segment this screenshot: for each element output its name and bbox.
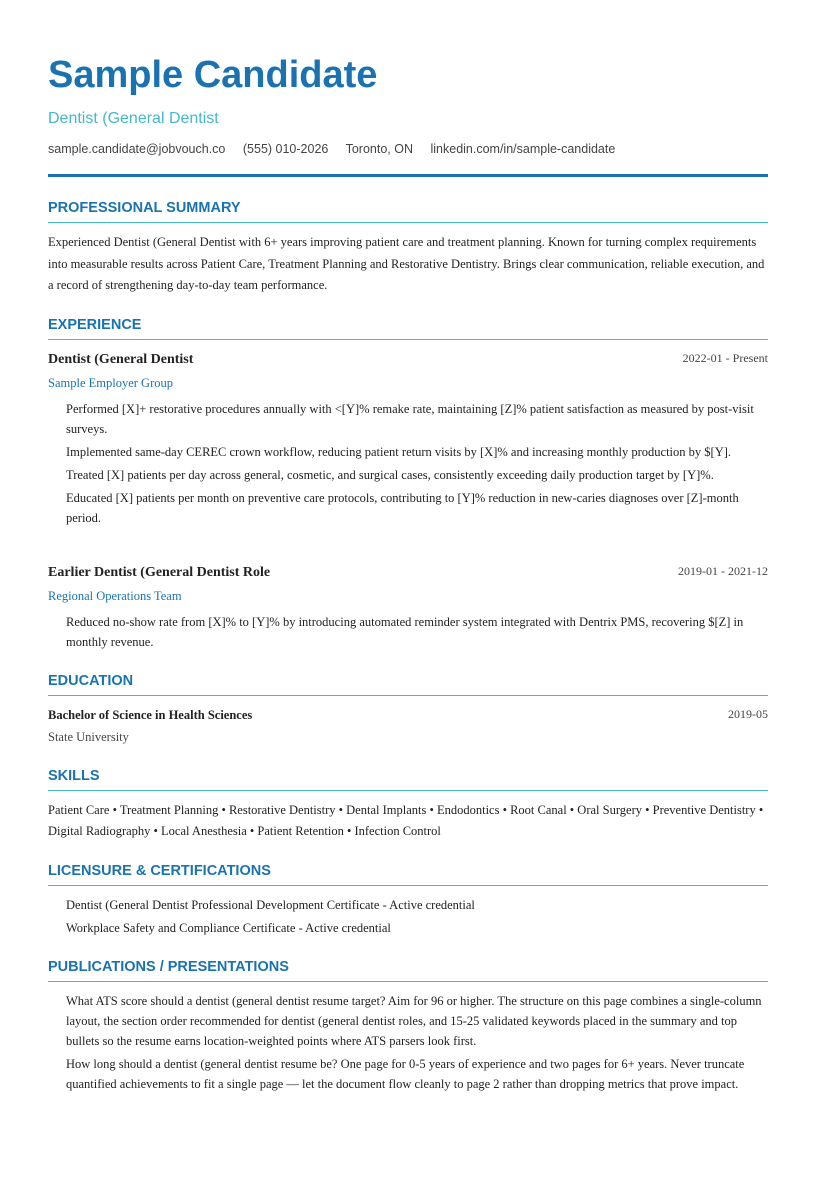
job-bullets (66, 612, 768, 655)
degree: Bachelor of Science in Health Sciences (48, 708, 253, 722)
section-divider (48, 695, 768, 696)
job-title: Dentist (General Dentist (48, 352, 194, 367)
job-bullet: Educated [X] patients per month on preventive care protocols, contributing to [Y]% reduction in new-caries diagnoses over [Z]-month period. (66, 491, 739, 525)
section-title-education: EDUCATION (48, 673, 134, 689)
education-date: 2019-05 (728, 707, 768, 721)
publication-item: How long should a dentist (general dentist resume be? One page for 0-5 years of experience and two pages for 6+ years. Never truncate quantified achievements to fit a single page — let the document flow cleanly to page 2 rather than dropping metrics that prove impact. (66, 1057, 745, 1091)
job-bullets (66, 399, 768, 531)
job-dates: 2022-01 - Present (682, 351, 768, 365)
section-title-certifications: LICENSURE & CERTIFICATIONS (48, 863, 271, 879)
contact-location: Toronto, ON (345, 142, 413, 156)
candidate-role: Dentist (General Dentist (48, 110, 219, 127)
job-bullet: Treated [X] patients per day across general, cosmetic, and surgical cases, consistently exceeding daily production target by [Y]%. (66, 468, 714, 482)
section-title-skills: SKILLS (48, 768, 100, 784)
contact-email: sample.candidate@jobvouch.co (48, 142, 226, 156)
job-employer: Sample Employer Group (48, 376, 173, 390)
header-divider (48, 174, 768, 177)
job-employer: Regional Operations Team (48, 589, 182, 603)
contact-phone: (555) 010-2026 (242, 142, 329, 156)
certification-item: Dentist (General Dentist Professional Development Certificate - Active credential (66, 898, 475, 912)
job-dates: 2019-01 - 2021-12 (678, 564, 768, 578)
job-bullet: Performed [X]+ restorative procedures annually with <[Y]% remake rate, maintaining [Z]% patient satisfaction as measured by post-visit surveys. (66, 402, 754, 436)
job-title: Earlier Dentist (General Dentist Role (48, 565, 271, 580)
section-title-publications: PUBLICATIONS / PRESENTATIONS (48, 959, 289, 975)
section-title-experience: EXPERIENCE (48, 317, 142, 333)
section-divider (48, 981, 768, 982)
skills-list: Patient Care • Treatment Planning • Restorative Dentistry • Dental Implants • Endodontics • Root Canal • Oral Surgery • Preventive Dentistry • Digital Radiography • Local Anesthesia • Patient Retention • Infection Control (48, 803, 764, 838)
job-bullet: Implemented same-day CEREC crown workflow, reducing patient return visits by [X]% and increasing monthly production by $[Y]. (66, 445, 732, 459)
section-title-summary: PROFESSIONAL SUMMARY (48, 200, 241, 216)
section-divider (48, 885, 768, 886)
publication-item: What ATS score should a dentist (general dentist resume target? Aim for 96 or higher. The structure on this page combines a single-column layout, the section order recommended for dentist (general dentist roles, and 15-25 validated keywords placed in the summary and top bullets so the resume earns location-weighted points where ATS parsers look first. (66, 994, 762, 1048)
certification-list (66, 895, 768, 941)
school-name: State University (48, 730, 129, 744)
section-divider (48, 222, 768, 223)
candidate-name: Sample Candidate (48, 54, 378, 96)
job-bullet: Reduced no-show rate from [X]% to [Y]% by introducing automated reminder system integrated with Dentrix PMS, recovering $[Z] in monthly revenue. (66, 615, 744, 649)
certification-item: Workplace Safety and Compliance Certificate - Active credential (66, 921, 391, 935)
section-divider (48, 339, 768, 340)
contact-line (48, 140, 629, 158)
summary-text: Experienced Dentist (General Dentist with 6+ years improving patient care and treatment planning. Known for turning complex requirements into measurable results across Patient Care, Treatment Planning and Restorative Dentistry. Brings clear communication, reliable execution, and a record of strengthening day-to-day team performance. (48, 235, 765, 292)
contact-linkedin: linkedin.com/in/sample-candidate (430, 142, 616, 156)
section-divider (48, 790, 768, 791)
publication-list (66, 991, 768, 1097)
